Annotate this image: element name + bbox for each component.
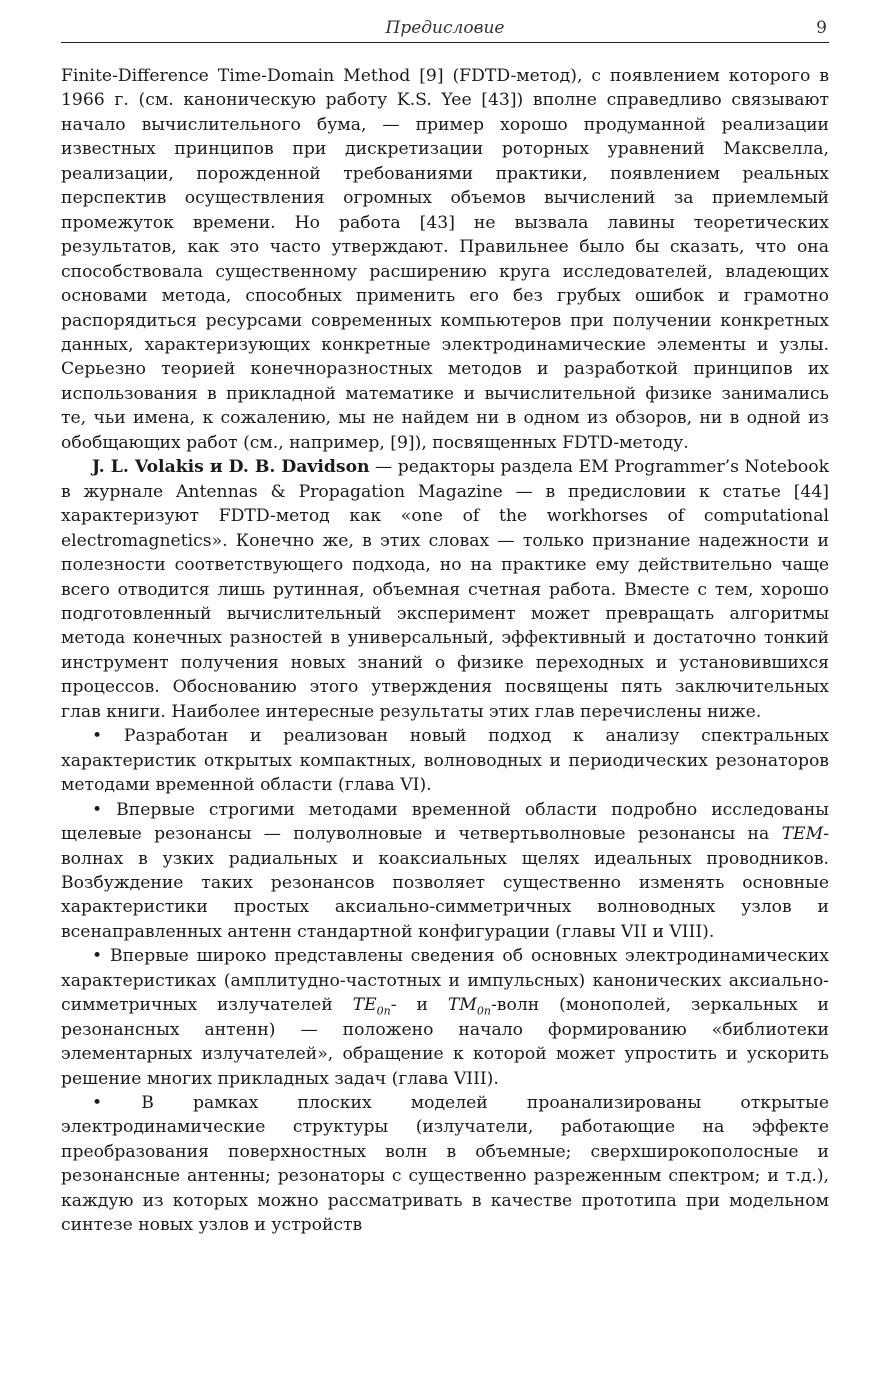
tm-subscript: 0n (476, 1004, 491, 1018)
running-title: Предисловие (385, 18, 505, 38)
bullet-item-radiators (61, 944, 829, 1091)
paragraph-volakis-davidson-text: — редакторы раздела EM Programmer’s Notebook в журнале Antennas & Propagation Magazine — в предисловии к статье [44] характеризуют FDTD-метод как «one of the workhorses of computational electromagnetics». Конечно же, в этих словах — только признание надежности и полезности соответствующего подхода, но на практике ему действительно чаще всего отводится лишь рутинная, объемная счетная работа. Вместе с тем, хорошо подготовленный вычислительный эксперимент может превращать алгоритмы метода конечных разностей в универсальный, эффективный и достаточно тонкий инструмент получения новых знаний о физике переходных и установившихся процессов. Обоснованию этого утверждения посвящены пять заключительных глав книги. Наиболее интересные результаты этих глав перечислены ниже. (61, 457, 829, 722)
tm-symbol: TM (447, 995, 477, 1016)
page (61, 14, 829, 1238)
bullet-item-slot-resonances-text-a: • Впервые строгими методами временной области подробно исследованы щелевые резонансы — полуволновые и четвертьволновые резонансы на (61, 799, 829, 845)
bullet-item-slot-resonances-text-b: -волнах в узких радиальных и коаксиальных щелях идеальных проводников. Возбуждение таких резонансов позволяет существенно изменять основные характеристики простых аксиально-симметричных волноводных узлов и всенаправленных антенн стандартной конфигурации (главы VII и VIII). (61, 824, 829, 942)
running-header (61, 14, 829, 43)
bullet-item-planar-models: • В рамках плоских моделей проанализированы открытые электродинамические структуры (излучатели, работающие на эффекте преобразования поверхностных волн в объемные; сверхширокополосные и резонансные антенны; резонаторы с существенно разреженным спектром; и т.д.), каждую из которых можно рассматривать в качестве прототипа при модельном синтезе новых узлов и устройств (61, 1093, 829, 1236)
tem-symbol: TEM (781, 824, 824, 845)
bullet-item-radiators-text-a: • Впервые широко представлены сведения об основных электродинамических характеристиках (амплитудно-частотных и импульсных) канонических аксиально-симметричных излучателей (61, 946, 829, 1016)
authors-bold: J. L. Volakis и D. B. Davidson (92, 457, 370, 478)
page-number: 9 (816, 18, 827, 38)
paragraph-fdtd-history: Finite-Difference Time-Domain Method [9] (FDTD-метод), с появлением которого в 1966 г. (см. каноническую работу K.S. Yee [43]) вполне справедливо связывают начало вычислительного бума, — пример хорошо продуманной реализации известных принципов при дискретизации роторных уравнений Максвелла, реализации, порожденной требованиями практики, появлением реальных перспектив осуществления огромных объемов вычислений за приемлемый промежуток времени. Но работа [43] не вызвала лавины теоретических результатов, как это часто утверждают. Правильнее было бы сказать, что она способствовала существенному расширению круга исследователей, владеющих основами метода, способных применить его без грубых ошибок и грамотно распорядиться ресурсами современных компьютеров при получении конкретных данных, характеризующих конкретные электродинамические элементы и узлы. Серьезно теорией конечноразностных методов и разработкой принципов их использования в прикладной математике и вычислительной физике занимались те, чьи имена, к сожалению, мы не найдем ни в одном из обзоров, ни в одной из обобщающих работ (см., например, [9]), посвященных FDTD-методу. (61, 66, 829, 453)
paragraph-volakis-davidson (61, 455, 829, 724)
te-symbol: TE (352, 995, 377, 1016)
bullet-item-radiators-text-b: -волн (монополей, зеркальных и резонансных антенн) — положено начало формированию «библиотеки элементарных излучателей», обращение к которой может упростить и ускорить решение многих прикладных задач (глава VIII). (61, 995, 830, 1089)
te-subscript: 0n (376, 1004, 391, 1018)
bullet-item-radiators-text-mid: - и (390, 995, 448, 1016)
bullet-item-spectral: • Разработан и реализован новый подход к анализу спектральных характеристик открытых компактных, волноводных и периодических резонаторов методами временной области (глава VI). (61, 726, 829, 796)
bullet-item-slot-resonances (61, 798, 829, 945)
body-text (61, 64, 829, 1238)
